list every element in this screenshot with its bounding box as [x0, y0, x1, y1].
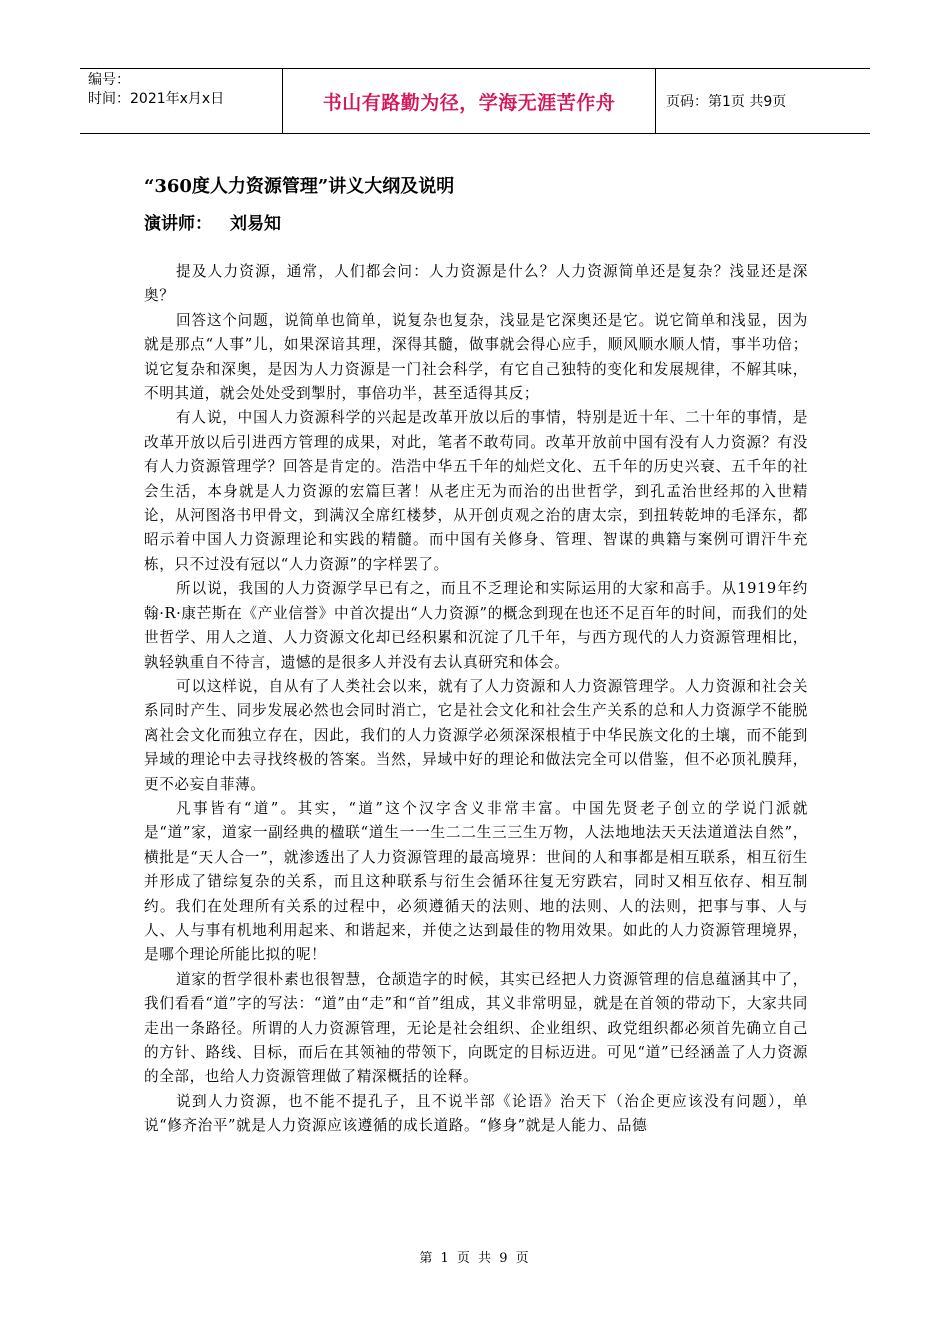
document-number-label: 编号： [88, 72, 130, 88]
document-header [80, 68, 870, 134]
header-meta [80, 69, 283, 133]
body-paragraph: 有人说，中国人力资源科学的兴起是改革开放以后的事情，特别是近十年、二十年的事情，是改革开放以后引进西方管理的成果，对此，笔者不敢苟同。改革开放前中国有没有人力资源？有没有人力资源管理学？回答是肯定的。浩浩中华五千年的灿烂文化、五千年的历史兴衰、五千年的社会生活，本身就是人力资源的宏篇巨著！从老庄无为而治的出世哲学，到孔孟治世经邦的入世精论，从河图洛书甲骨文，到满汉全席红楼梦，从开创贞观之治的唐太宗，到扭转乾坤的毛泽东，都昭示着中国人力资源理论和实践的精髓。而中国有关修身、管理、智谋的典籍与案例可谓汗牛充栋，只不过没有冠以“人力资源”的字样罢了。 [144, 409, 808, 573]
body-paragraph: 所以说，我国的人力资源学早已有之，而且不乏理论和实际运用的大家和高手。从1919年约翰·R·康芒斯在《产业信誉》中首次提出“人力资源”的概念到现在也还不足百年的时间，而我们的处世哲学、用人之道、人力资源文化却已经积累和沉淀了几千年，与西方现代的人力资源管理相比，孰轻孰重自不待言，遗憾的是很多人并没有去认真研究和体会。 [144, 580, 808, 671]
document-title: “360度人力资源管理”讲义大纲及说明 [144, 176, 455, 197]
speaker-label: 演讲师： [144, 214, 212, 234]
speaker-line [144, 209, 281, 234]
header-page-info: 页码：第1页 共9页 [666, 94, 787, 110]
page-footer: 第 1 页 共 9 页 [419, 1251, 531, 1266]
body-paragraph: 提及人力资源，通常，人们都会问：人力资源是什么？人力资源简单还是复杂？浅显还是深奥？ [144, 263, 808, 305]
body-paragraph: 凡事皆有“道”。其实，“道”这个汉字含义非常丰富。中国先贤老子创立的学说门派就是“道”家，道家一副经典的楹联“道生一一生二二生三三生万物，人法地地法天天法道道法自然”，横批是“天人合一”，就渗透出了人力资源管理的最高境界：世间的人和事都是相互联系，相互衍生并形成了错综复杂的关系，而且这种联系与衍生会循环往复无穷跌宕，同时又相互依存、相互制约。我们在处理所有关系的过程中，必须遵循天的法则、地的法则、人的法则，把事与事、人与人、人与事有机地利用起来、和谐起来，并使之达到最佳的物用效果。如此的人力资源管理境界，是哪个理论所能比拟的呢！ [144, 799, 808, 964]
body-paragraph: 可以这样说，自从有了人类社会以来，就有了人力资源和人力资源管理学。人力资源和社会关系同时产生、同步发展必然也会同时消亡，它是社会文化和社会生产关系的总和人力资源学不能脱离社会文化而独立存在，因此，我们的人力资源学必须深深根植于中华民族文化的土壤，而不能到异域的理论中去寻找终极的答案。当然，异域中好的理论和做法完全可以借鉴，但不必顶礼膜拜，更不必妄自菲薄。 [144, 677, 808, 793]
body-paragraph: 回答这个问题，说简单也简单，说复杂也复杂，浅显是它深奥还是它。说它简单和浅显，因为就是那点“人事”儿，如果深谙其理，深得其髓，做事就会得心应手，顺风顺水顺人情，事半功倍；说它复杂和深奥，是因为人力资源是一门社会科学，有它自己独特的变化和发展规律，不解其味，不明其道，就会处处受到掣肘，事倍功半，甚至适得其反； [144, 311, 808, 403]
body-paragraph: 说到人力资源，也不能不提孔子，且不说半部《论语》治天下（治企更应该没有问题），单说“修齐治平”就是人力资源应该遵循的成长道路。“修身”就是人能力、品德 [144, 1092, 808, 1135]
speaker-name: 刘易知 [230, 214, 281, 234]
document-time-label: 时间：2021年x月x日 [88, 91, 225, 107]
body-paragraph: 道家的哲学很朴素也很智慧，仓颉造字的时候，其实已经把人力资源管理的信息蕴涵其中了，我们看看“道”字的写法：“道”由“走”和“首”组成，其义非常明显，就是在首领的带动下，大家共同走出一条路径。所谓的人力资源管理，无论是社会组织、企业组织、政党组织都必须首先确立自己的方针、路线、目标，而后在其领袖的带领下，向既定的目标迈进。可见“道”已经涵盖了人力资源的全部，也给人力资源管理做了精深概括的诠释。 [144, 970, 808, 1086]
document-body [144, 260, 808, 1139]
header-motto: 书山有路勤为径，学海无涯苦作舟 [283, 69, 656, 133]
